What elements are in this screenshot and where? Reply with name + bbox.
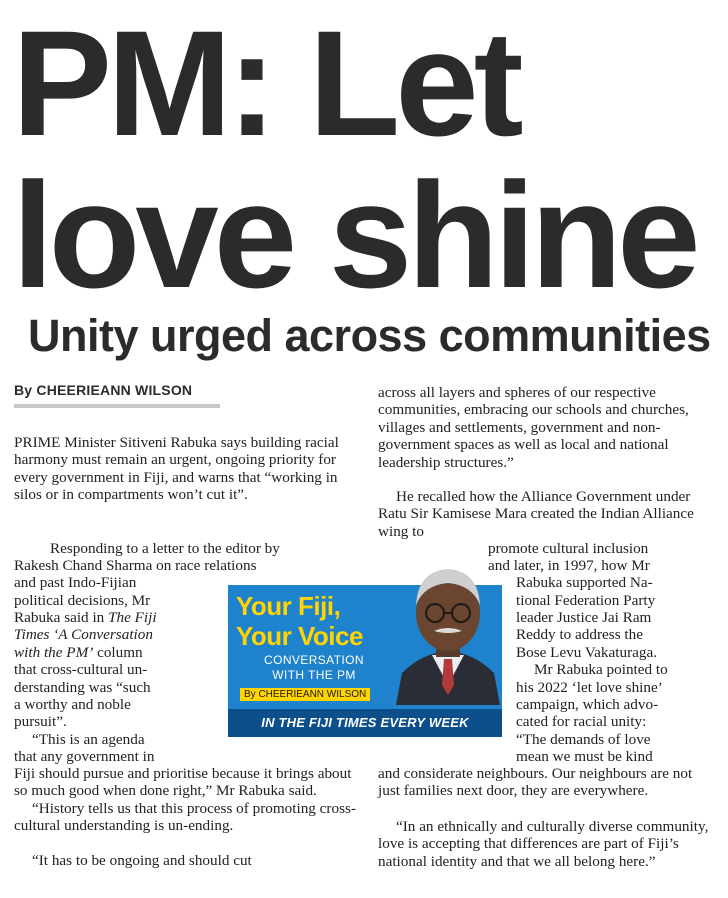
pm-portrait-photo: [392, 555, 504, 705]
left-p2-narrow-2: political decisions, Mr: [14, 592, 151, 609]
left-p2-end-3: a worthy and noble: [14, 696, 131, 713]
right-p3-line-4: cated for racial unity:: [516, 713, 647, 730]
right-p3-rest: and considerate neighbours. Our neighbours are not just families next door, they are everywhere.: [378, 765, 693, 800]
left-p2-italic-c: with the PM’: [14, 644, 94, 661]
promo-footer: IN THE FIJI TIMES EVERY WEEK: [228, 709, 502, 737]
right-p3-line-2: his 2022 ‘let love shine’: [516, 679, 663, 696]
right-paragraph-1: across all layers and spheres of our respective communities, embracing our schools and churches, villages and settlements, government and non-government spaces as well as local and national leadership structures.”: [378, 384, 689, 471]
left-p2-line-a: Responding to a letter to the editor by: [50, 540, 280, 557]
left-p3-line-a: “This is an agenda: [32, 731, 145, 748]
right-p2-narrower-4: Reddy to address the: [516, 626, 643, 643]
left-p2-italic-line-b: [14, 626, 153, 643]
right-p2-narrow-2: and later, in 1997, how Mr: [488, 557, 650, 574]
headline-line-1: PM: Let: [12, 0, 519, 167]
right-paragraph-4: “In an ethnically and culturally diverse community, love is accepting that differences are part of Fiji’s national identity and that we all belong here.”: [378, 818, 709, 870]
right-p2-narrow-1: promote cultural inclusion: [488, 540, 649, 557]
right-p2-narrower-5: Bose Levu Vakaturaga.: [516, 644, 658, 661]
right-paragraph-2: He recalled how the Alliance Government under Ratu Sir Kamisese Mara created the Indian Alliance wing to: [378, 488, 694, 540]
left-p2-narrow-1: and past Indo-Fijian: [14, 574, 137, 591]
right-p2-narrower-1: Rabuka supported Na-: [516, 574, 653, 591]
subheadline: Unity urged across communities: [28, 310, 711, 361]
left-p2-narrow-3: [14, 609, 157, 626]
right-p2-narrower-3: leader Justice Jai Ram: [516, 609, 652, 626]
left-paragraph-5: “It has to be ongoing and should cut: [32, 852, 252, 869]
left-p2-italic-line-c: [14, 644, 143, 661]
left-paragraph-1: PRIME Minister Sitiveni Rabuka says building racial harmony must remain an urgent, ongoing priority for every government in Fiji, and warns that “working in silos or in compartments won’t cut it”.: [14, 434, 339, 504]
left-p2-italic-b: Times ‘A Conversation: [14, 626, 153, 643]
right-p3-line-1: Mr Rabuka pointed to: [534, 661, 668, 678]
left-p3-line-b: that any government in: [14, 748, 155, 765]
promo-subtitle-line-1: CONVERSATION: [264, 653, 364, 667]
byline-rule: [14, 404, 220, 408]
right-p3-line-6: mean we must be kind: [516, 748, 653, 765]
left-p2-italic-a: The Fiji: [108, 609, 157, 626]
left-p2-column-word: column: [93, 644, 143, 661]
promo-title-line-2: Your Voice: [236, 621, 363, 651]
left-p2-end-4: pursuit”.: [14, 713, 67, 730]
right-p3-line-5: “The demands of love: [516, 731, 651, 748]
left-paragraph-4: “History tells us that this process of promoting cross-cultural understanding is un-ending.: [14, 800, 356, 835]
promo-title-line-1: Your Fiji,: [236, 591, 341, 621]
promo-subtitle-line-2: WITH THE PM: [272, 668, 356, 682]
left-p2-end-1: that cross-cultural un-: [14, 661, 148, 678]
right-p3-line-3: campaign, which advo-: [516, 696, 659, 713]
promo-title: [236, 591, 363, 651]
left-p2-end-2: derstanding was “such: [14, 679, 151, 696]
promo-subtitle: [244, 653, 384, 683]
headline-line-2: love shine: [12, 151, 696, 319]
right-p2-narrower-2: tional Federation Party: [516, 592, 656, 609]
promo-byline: By CHEERIEANN WILSON: [240, 688, 370, 701]
left-p2-rabuka-said: Rabuka said in: [14, 609, 105, 626]
left-p3-rest: Fiji should pursue and prioritise because it brings about so much good when done right,” Mr Rabuka said.: [14, 765, 352, 800]
left-p2-line-b: Rakesh Chand Sharma on race relations: [14, 557, 257, 574]
byline: By CHEERIEANN WILSON: [14, 382, 193, 398]
